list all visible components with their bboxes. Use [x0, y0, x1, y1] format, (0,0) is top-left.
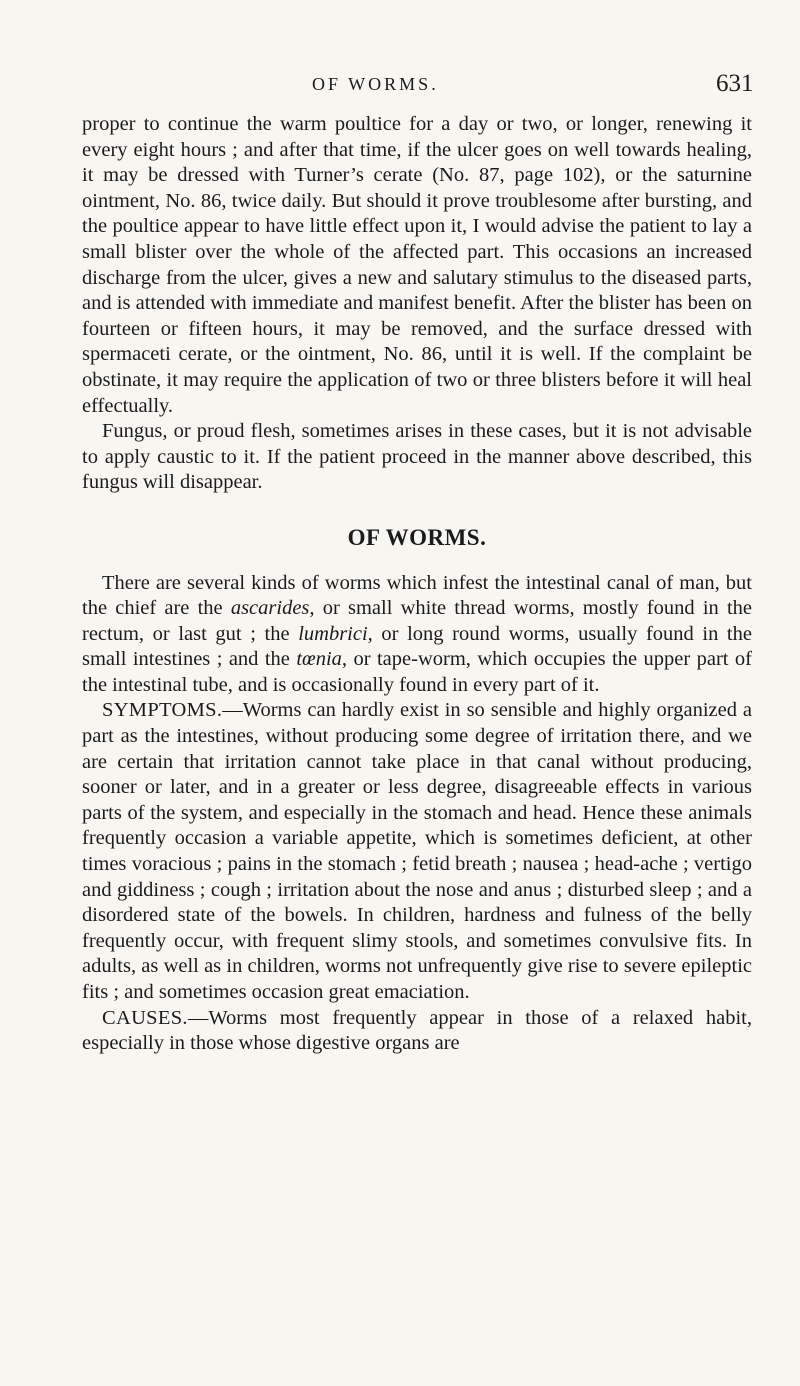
symptoms-text: —Worms can hardly exist in so sensible and highly organized a part as the intestines, without producing some degree of irritation there, and we are certain that irritation cannot take place in that canal without producing, sooner or later, and in a greater or less degree, disagreeable effects in various parts of the system, and especially in the stomach and head. Hence these animals frequently occasion a variable appetite, which is sometimes deficient, at other times voracious ; pains in the stomach ; fetid breath ; nausea ; head-ache ; vertigo and giddiness ; cough ; irritation about the nose and anus ; disturbed sleep ; and a disordered state of the bowels. In children, hardness and fulness of the belly frequently occur, with frequent slimy stools, and sometimes convulsive fits. In adults, as well as in children, worms not unfrequently give rise to severe epileptic fits ; and sometimes occasion great emaciation. [82, 699, 752, 1003]
paragraph-symptoms [82, 698, 752, 1005]
runin-heading-symptoms: SYMPTOMS. [102, 699, 223, 722]
page-body [82, 112, 752, 1057]
runin-heading-causes: CAUSES. [102, 1006, 188, 1029]
paragraph-causes [82, 1006, 752, 1057]
text-run: or small white thread worms, mostly found in the rectum, or last gut ; the [82, 597, 752, 645]
paragraph-kinds-of-worms [82, 571, 752, 699]
paragraph-poultice-continuation: proper to continue the warm poultice for a day or two, or longer, renewing it every eight hours ; and after that time, if the ulcer goes on well towards healing, it may be dressed with Turner’s cerate (No. 87, page 102), or the saturnine ointment, No. 86, twice daily. But should it prove troublesome after bursting, and the poultice appear to have little effect upon it, I would advise the patient to lay a small blister over the whole of the affected part. This occasions an increased discharge from the ulcer, gives a new and salutary stimulus to the diseased parts, and is attended with immediate and manifest benefit. After the blister has been on fourteen or fifteen hours, it may be removed, and the surface dressed with spermaceti cerate, or the ointment, No. 86, until it is well. If the complaint be obstinate, it may require the application of two or three blisters before it will heal effectually. [82, 113, 752, 417]
page-number: 631 [716, 70, 754, 97]
section-heading-of-worms: OF WORMS. [347, 524, 487, 550]
running-title: OF WORMS. [312, 74, 439, 94]
text-run: or tape-worm, which occupies the upper part of the intestinal tube, and is occasionally found in every part of it. [82, 648, 752, 696]
running-head [0, 70, 800, 100]
causes-text: —Worms most frequently appear in those of a relaxed habit, especially in those whose digestive organs are [82, 1006, 752, 1055]
italic-term-lumbrici: lumbrici, [298, 622, 373, 645]
text-run: There are several kinds of worms which infest the intestinal canal of man, but the chief are the [82, 571, 752, 620]
italic-term-ascarides: ascarides, [230, 597, 315, 620]
text-run: or long round worms, usually found in the small intestines ; and the [82, 622, 752, 671]
paragraph-fungus: Fungus, or proud flesh, sometimes arises in these cases, but it is not advisable to apply caustic to it. If the patient proceed in the manner above described, this fungus will disappear. [82, 420, 752, 494]
italic-term-taenia: tœnia, [296, 648, 348, 671]
